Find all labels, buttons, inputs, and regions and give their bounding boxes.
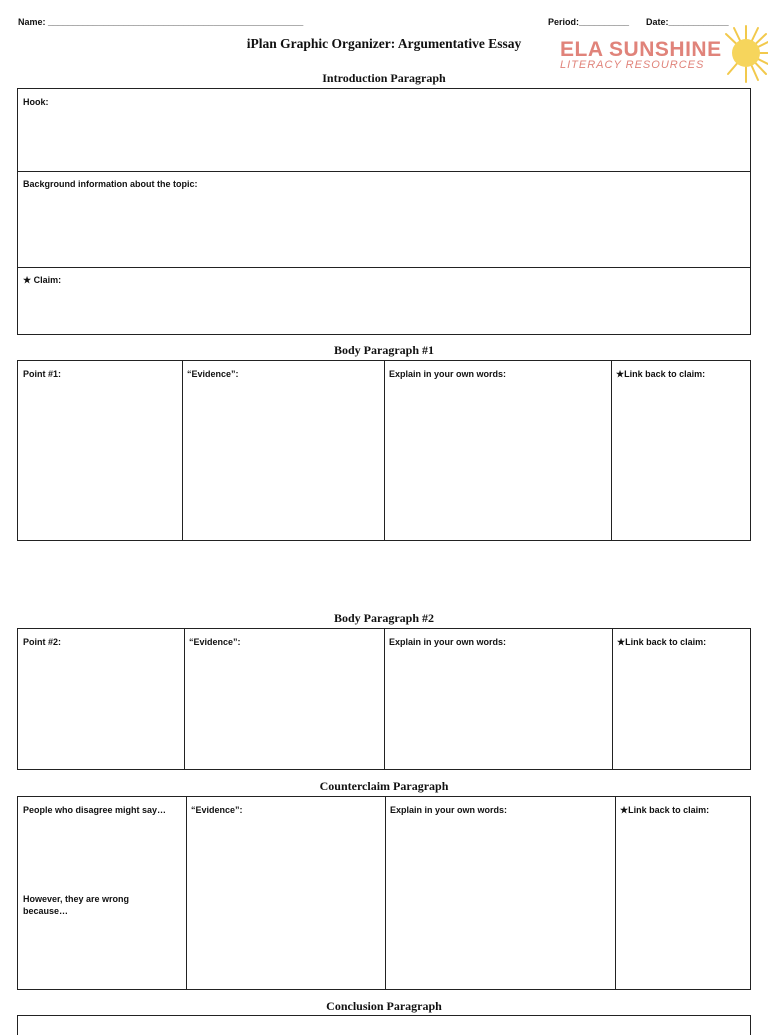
body2-link-cell[interactable] [612,629,750,769]
counter-evidence-label: “Evidence”: [191,805,243,815]
background-label: Background information about the topic: [23,179,198,189]
body1-link-label: ★Link back to claim: [616,369,706,379]
page-title: iPlan Graphic Organizer: Argumentative Essay [246,36,522,51]
date-field[interactable]: Date:____________ [646,17,729,27]
body2-point-label: Point #2: [23,637,62,647]
background-row[interactable] [18,171,750,268]
counter-disagree-label: People who disagree might say… [23,805,167,815]
hook-label: Hook: [23,97,49,107]
body2-link-label: ★Link back to claim: [617,637,707,647]
body2-evidence-label: “Evidence”: [189,637,241,647]
intro-heading: Introduction Paragraph [322,71,446,85]
body1-heading: Body Paragraph #1 [333,343,434,357]
counter-box [17,796,751,990]
counter-evidence-cell[interactable] [186,797,386,989]
body1-point-cell[interactable] [18,361,183,540]
logo [560,38,722,71]
body1-explain-cell[interactable] [384,361,612,540]
body2-point-cell[interactable] [18,629,185,769]
counter-link-label: ★Link back to claim: [620,805,710,815]
body1-evidence-label: “Evidence”: [187,369,239,379]
counter-link-cell[interactable] [615,797,750,989]
conclusion-heading: Conclusion Paragraph [326,999,442,1013]
body2-heading: Body Paragraph #2 [333,611,434,625]
counter-however-label: However, they are wrong because… [23,894,130,916]
logo-main-text: ELA SUNSHINE [560,38,722,61]
body2-explain-label: Explain in your own words: [389,637,507,647]
name-field[interactable]: Name: ___________________________________________________ [18,17,304,27]
claim-label: ★ Claim: [23,275,62,285]
period-field[interactable]: Period:__________ [548,17,630,27]
body2-evidence-cell[interactable] [184,629,385,769]
hook-row[interactable] [18,89,750,172]
claim-row[interactable] [18,267,750,334]
counter-disagree-cell[interactable] [18,797,187,989]
body1-box [17,360,751,541]
body2-explain-cell[interactable] [384,629,613,769]
conclusion-box[interactable] [17,1015,751,1035]
body1-link-cell[interactable] [611,361,750,540]
body1-point-label: Point #1: [23,369,62,379]
logo-sub-text: LITERACY RESOURCES [560,59,705,71]
body2-box [17,628,751,770]
body1-evidence-cell[interactable] [182,361,385,540]
counter-heading: Counterclaim Paragraph [319,779,449,793]
body1-explain-label: Explain in your own words: [389,369,507,379]
counter-explain-cell[interactable] [385,797,616,989]
counter-explain-label: Explain in your own words: [390,805,508,815]
intro-box [17,88,751,335]
